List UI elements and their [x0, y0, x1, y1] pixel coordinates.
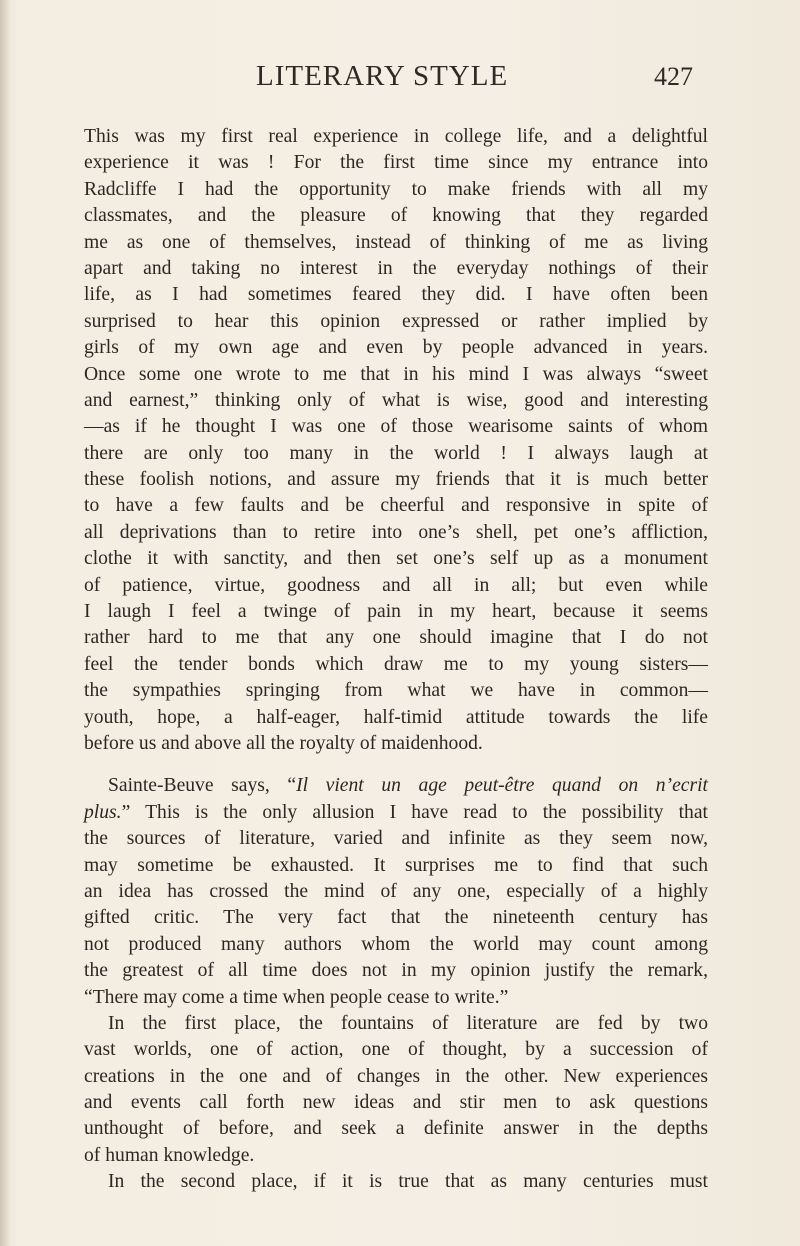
text-line: youth, hope, a half-eager, half-timid attitude towards the life: [84, 706, 708, 728]
page-header: [0, 60, 800, 100]
text-line: I laugh I feel a twinge of pain in my heart, because it seems: [84, 601, 708, 623]
paragraph-gap: [84, 757, 708, 773]
text-line: and earnest,” thinking only of what is wise, good and interesting: [84, 389, 708, 411]
text-line: surprised to hear this opinion expressed or rather implied by: [84, 310, 708, 332]
page-number: 427: [654, 62, 693, 91]
text-line: the greatest of all time does not in my opinion justify the remark,: [84, 960, 708, 982]
text-line: all deprivations than to retire into one’s shell, pet one’s affliction,: [84, 521, 708, 543]
text-line: “There may come a time when people cease to write.”: [84, 986, 509, 1008]
text-line: Radcliffe I had the opportunity to make friends with all my: [84, 178, 708, 200]
binding-shadow: [0, 0, 10, 1246]
text-line: In the second place, if it is true that as many centuries must: [108, 1171, 708, 1193]
text-line: the sources of literature, varied and infinite as they seem now,: [84, 828, 708, 850]
text-line: girls of my own age and even by people advanced in years.: [84, 337, 708, 359]
text-line: clothe it with sanctity, and then set one’s self up as a monument: [84, 548, 708, 570]
text-line: gifted critic. The very fact that the nineteenth century has: [84, 907, 708, 929]
text-line: —as if he thought I was one of those wearisome saints of whom: [84, 416, 708, 438]
text-line: feel the tender bonds which draw me to my young sisters—: [84, 653, 708, 675]
text-line: This was my first real experience in college life, and a delightful: [84, 126, 708, 147]
text-line: there are only too many in the world ! I always laugh at: [84, 442, 708, 464]
text-line: life, as I had sometimes feared they did. I have often been: [84, 284, 708, 306]
running-head: LITERARY STYLE: [256, 60, 509, 92]
text-line: these foolish notions, and assure my friends that it is much better: [84, 469, 708, 491]
text-line: not produced many authors whom the world may count among: [84, 933, 708, 955]
text-line: an idea has crossed the mind of any one, especially of a highly: [84, 880, 708, 902]
body-text: [84, 124, 708, 1196]
text-line: Sainte-Beuve says, “Il vient un age peut-être quand on n’ecrit: [108, 775, 708, 797]
text-line: and events call forth new ideas and stir men to ask questions: [84, 1092, 708, 1114]
text-line: Once some one wrote to me that in his mind I was always “sweet: [84, 363, 708, 385]
text-line: may sometime be exhausted. It surprises me to find that such: [84, 854, 708, 876]
text-line: In the first place, the fountains of literature are fed by two: [108, 1012, 708, 1034]
text-line: plus.” This is the only allusion I have read to the possibility that: [84, 801, 708, 823]
text-line: classmates, and the pleasure of knowing that they regarded: [84, 205, 708, 227]
text-line: experience it was ! For the first time since my entrance into: [84, 152, 708, 174]
text-line: rather hard to me that any one should imagine that I do not: [84, 627, 708, 649]
text-line: the sympathies springing from what we have in common—: [84, 680, 708, 702]
text-line: before us and above all the royalty of maidenhood.: [84, 732, 483, 754]
text-line: of human knowledge.: [84, 1144, 255, 1166]
text-line: vast worlds, one of action, one of thought, by a succession of: [84, 1039, 708, 1061]
text-line: creations in the one and of changes in the other. New experiences: [84, 1065, 708, 1087]
text-line: to have a few faults and be cheerful and responsive in spite of: [84, 495, 708, 517]
text-line: of patience, virtue, goodness and all in all; but even while: [84, 574, 708, 596]
text-line: unthought of before, and seek a definite answer in the depths: [84, 1118, 708, 1140]
text-line: apart and taking no interest in the everyday nothings of their: [84, 257, 708, 279]
text-line: me as one of themselves, instead of thinking of me as living: [84, 231, 708, 253]
